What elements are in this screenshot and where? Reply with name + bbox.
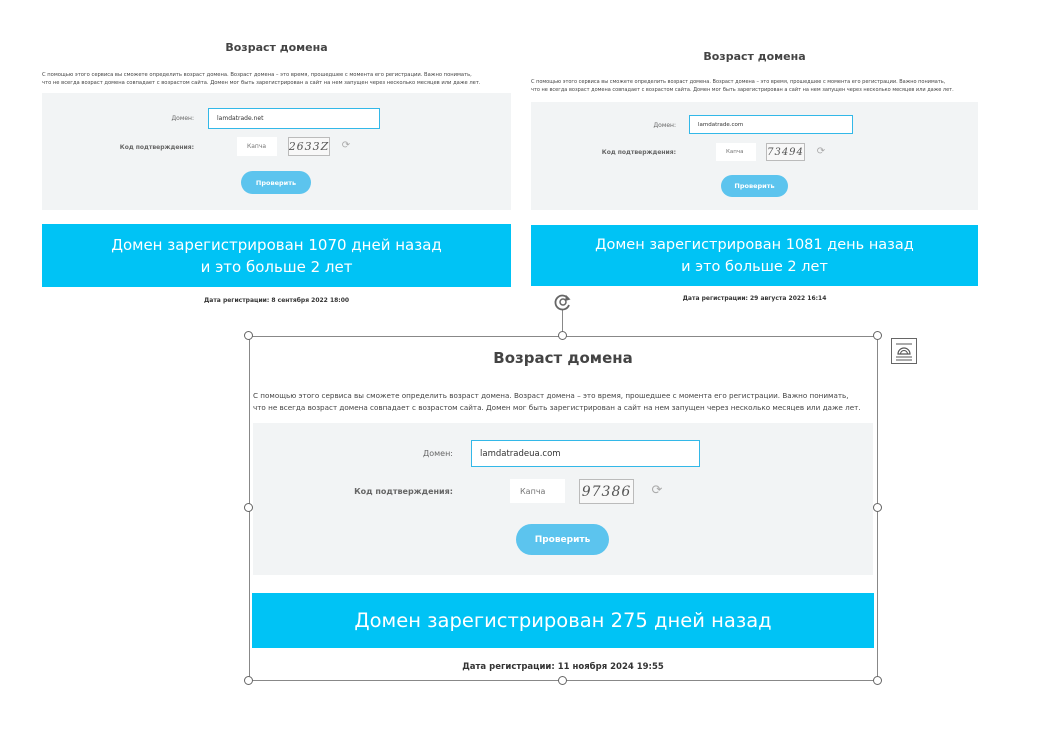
registration-date: Дата регистрации: 29 августа 2022 16:14: [682, 295, 827, 302]
resize-handle-top[interactable]: [558, 331, 567, 340]
captcha-input[interactable]: [237, 137, 277, 156]
domain-label: Домен:: [422, 449, 453, 458]
resize-handle-top-right[interactable]: [873, 331, 882, 340]
result-line-1: Домен зарегистрирован 275 дней назад: [354, 609, 772, 632]
resize-handle-top-left[interactable]: [244, 331, 253, 340]
captcha-label: Код подтверждения:: [601, 149, 676, 156]
refresh-icon[interactable]: ⟳: [341, 140, 351, 151]
page-title: Возраст домена: [493, 349, 633, 367]
description: [42, 71, 511, 87]
resize-handle-bottom[interactable]: [558, 676, 567, 685]
refresh-icon[interactable]: ⟳: [816, 146, 826, 157]
form-box: [531, 102, 978, 210]
domain-label: Домен:: [171, 115, 194, 122]
resize-handle-bottom-left[interactable]: [244, 676, 253, 685]
panel-lamdatrade-net: [42, 36, 511, 311]
result-line-2: и это больше 2 лет: [200, 257, 353, 276]
check-button[interactable]: Проверить: [721, 175, 788, 197]
resize-handle-left[interactable]: [244, 503, 253, 512]
panel-lamdatrade-com: [531, 48, 978, 308]
captcha-input[interactable]: [716, 143, 756, 161]
domain-input[interactable]: [689, 115, 853, 134]
description: [531, 78, 978, 94]
description-line-1: С помощью этого сервиса вы сможете определить возраст домена. Возраст домена – это время, прошедшее с момента его регистрации. Важно понимать,: [253, 391, 849, 400]
domain-input[interactable]: [208, 108, 380, 129]
description-line-2: что не всегда возраст домена совпадает с возрастом сайта. Домен мог быть зарегистрирован а сайт на нем запущен через несколько месяцев или даже лет.: [531, 87, 954, 93]
registration-date: Дата регистрации: 11 ноября 2024 19:55: [462, 662, 664, 672]
resize-handle-right[interactable]: [873, 503, 882, 512]
layout-options-icon[interactable]: [891, 338, 917, 364]
result-banner: [531, 225, 978, 286]
result-line-2: и это больше 2 лет: [681, 258, 828, 275]
captcha-code: 73494: [767, 146, 804, 158]
registration-date: Дата регистрации: 8 сентября 2022 18:00: [203, 297, 350, 304]
domain-label: Домен:: [653, 122, 676, 129]
description-line-1: С помощью этого сервиса вы сможете определить возраст домена. Возраст домена – это время, прошедшее с момента его регистрации. Важно понимать,: [42, 72, 472, 78]
captcha-code: 97386: [581, 483, 632, 500]
description-line-1: С помощью этого сервиса вы сможете определить возраст домена. Возраст домена – это время, прошедшее с момента его регистрации. Важно понимать,: [531, 79, 946, 85]
description-line-2: что не всегда возраст домена совпадает с возрастом сайта. Домен мог быть зарегистрирован а сайт на нем запущен через несколько месяцев или даже лет.: [42, 80, 481, 86]
rotate-handle-icon[interactable]: [553, 292, 573, 312]
page-title: Возраст домена: [703, 50, 806, 63]
check-button[interactable]: Проверить: [516, 524, 609, 555]
result-banner: [42, 224, 511, 287]
refresh-icon[interactable]: ⟳: [651, 483, 663, 498]
captcha-image: [766, 143, 805, 161]
selection-frame: [249, 336, 878, 681]
result-line-1: Домен зарегистрирован 1070 дней назад: [111, 235, 442, 254]
captcha-label: Код подтверждения:: [354, 487, 453, 496]
result-line-1: Домен зарегистрирован 1081 день назад: [595, 236, 914, 253]
check-button[interactable]: Проверить: [241, 171, 311, 194]
captcha-image: [288, 137, 330, 156]
resize-handle-bottom-right[interactable]: [873, 676, 882, 685]
captcha-code: 2633Z: [288, 140, 330, 153]
form-box: [42, 93, 511, 210]
description-line-2: что не всегда возраст домена совпадает с возрастом сайта. Домен мог быть зарегистрирован а сайт на нем запущен через несколько месяцев или даже лет.: [253, 403, 861, 412]
page-title: Возраст домена: [225, 41, 328, 54]
captcha-label: Код подтверждения:: [119, 144, 194, 151]
